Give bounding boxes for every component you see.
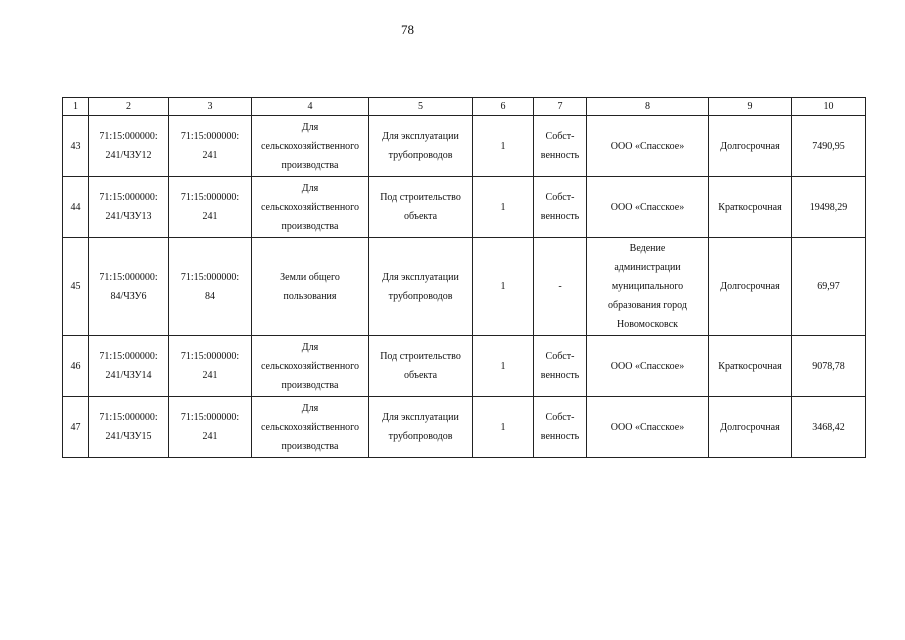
holder-cell: ООО «Спасское»	[587, 116, 709, 177]
parent-plot-cell: 71:15:000000: 241	[169, 116, 252, 177]
holder-cell: ООО «Спасское»	[587, 177, 709, 238]
cadastral-number-cell: 71:15:000000: 241/ЧЗУ14	[89, 336, 169, 397]
land-category-cell: Земли общего пользования	[252, 238, 369, 336]
right-type-cell: Собст- венность	[534, 116, 587, 177]
area-cell: 19498,29	[792, 177, 866, 238]
land-category-cell: Для сельскохозяйственного производства	[252, 116, 369, 177]
term-cell: Долгосрочная	[709, 397, 792, 458]
purpose-cell: Под строительство объекта	[369, 336, 473, 397]
count-cell: 1	[473, 397, 534, 458]
table-row	[63, 336, 866, 397]
area-cell: 69,97	[792, 238, 866, 336]
area-cell: 3468,42	[792, 397, 866, 458]
count-cell: 1	[473, 116, 534, 177]
land-category-cell: Для сельскохозяйственного производства	[252, 336, 369, 397]
term-cell: Краткосрочная	[709, 177, 792, 238]
area-cell: 7490,95	[792, 116, 866, 177]
table-row	[63, 116, 866, 177]
table-header-row	[63, 98, 866, 116]
table-row	[63, 397, 866, 458]
area-cell: 9078,78	[792, 336, 866, 397]
column-header-1: 1	[63, 98, 89, 116]
land-category-cell: Для сельскохозяйственного производства	[252, 177, 369, 238]
table-row	[63, 177, 866, 238]
right-type-cell: -	[534, 238, 587, 336]
parent-plot-cell: 71:15:000000: 241	[169, 336, 252, 397]
land-plots-table-container	[62, 97, 866, 458]
count-cell: 1	[473, 238, 534, 336]
count-cell: 1	[473, 336, 534, 397]
column-header-6: 6	[473, 98, 534, 116]
right-type-cell: Собст- венность	[534, 177, 587, 238]
column-header-7: 7	[534, 98, 587, 116]
column-header-9: 9	[709, 98, 792, 116]
parent-plot-cell: 71:15:000000: 241	[169, 397, 252, 458]
term-cell: Долгосрочная	[709, 116, 792, 177]
purpose-cell: Для эксплуатации трубопроводов	[369, 238, 473, 336]
row-number-cell: 43	[63, 116, 89, 177]
holder-cell: Ведение администрации муниципального образования город Новомосковск	[587, 238, 709, 336]
column-header-8: 8	[587, 98, 709, 116]
column-header-5: 5	[369, 98, 473, 116]
holder-cell: ООО «Спасское»	[587, 397, 709, 458]
column-header-2: 2	[89, 98, 169, 116]
page-number: 78	[401, 22, 414, 37]
purpose-cell: Для эксплуатации трубопроводов	[369, 397, 473, 458]
row-number-cell: 46	[63, 336, 89, 397]
parent-plot-cell: 71:15:000000: 241	[169, 177, 252, 238]
column-header-3: 3	[169, 98, 252, 116]
table-row	[63, 238, 866, 336]
column-header-10: 10	[792, 98, 866, 116]
count-cell: 1	[473, 177, 534, 238]
column-header-4: 4	[252, 98, 369, 116]
holder-cell: ООО «Спасское»	[587, 336, 709, 397]
cadastral-number-cell: 71:15:000000: 84/ЧЗУ6	[89, 238, 169, 336]
term-cell: Краткосрочная	[709, 336, 792, 397]
land-plots-table	[62, 97, 866, 458]
row-number-cell: 45	[63, 238, 89, 336]
purpose-cell: Для эксплуатации трубопроводов	[369, 116, 473, 177]
purpose-cell: Под строительство объекта	[369, 177, 473, 238]
land-category-cell: Для сельскохозяйственного производства	[252, 397, 369, 458]
cadastral-number-cell: 71:15:000000: 241/ЧЗУ15	[89, 397, 169, 458]
right-type-cell: Собст- венность	[534, 397, 587, 458]
parent-plot-cell: 71:15:000000: 84	[169, 238, 252, 336]
right-type-cell: Собст- венность	[534, 336, 587, 397]
cadastral-number-cell: 71:15:000000: 241/ЧЗУ13	[89, 177, 169, 238]
term-cell: Долгосрочная	[709, 238, 792, 336]
row-number-cell: 44	[63, 177, 89, 238]
cadastral-number-cell: 71:15:000000: 241/ЧЗУ12	[89, 116, 169, 177]
row-number-cell: 47	[63, 397, 89, 458]
